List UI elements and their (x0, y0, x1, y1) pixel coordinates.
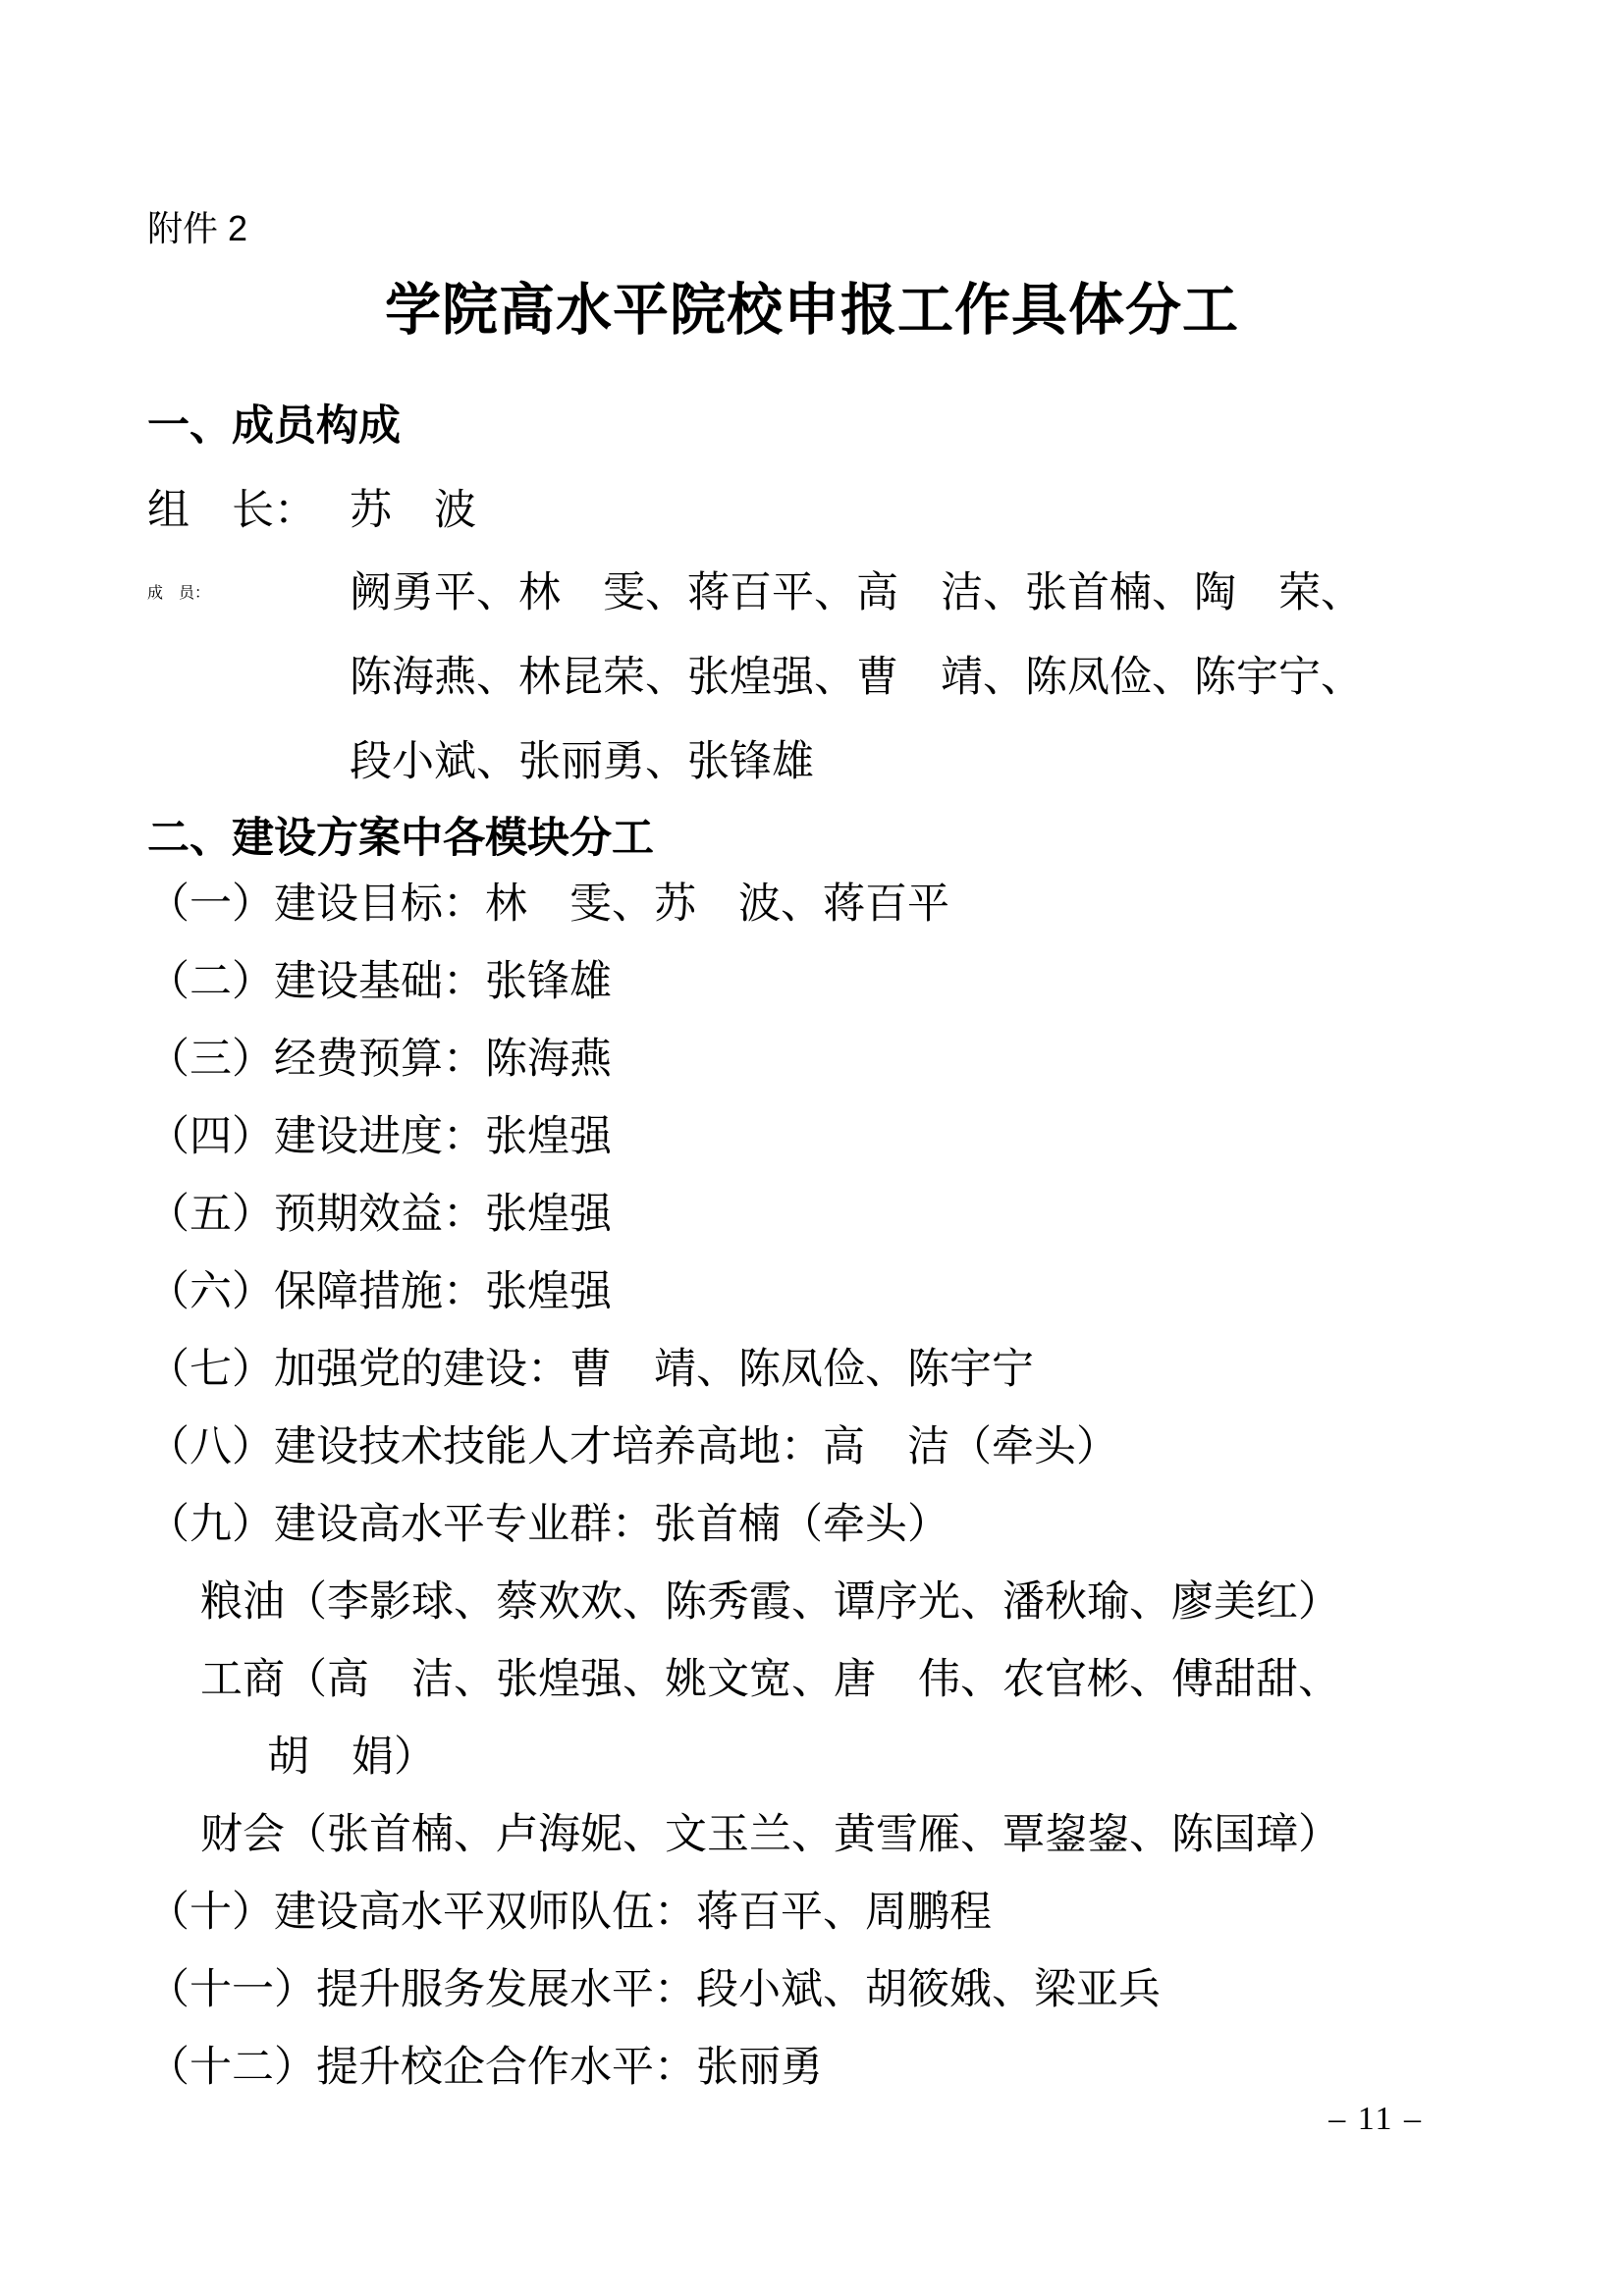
subgroup-line: 财会（张首楠、卢海妮、文玉兰、黄雪雁、覃鋆鋆、陈国璋） (200, 1812, 1340, 1858)
attachment-label: 附件 2 (147, 208, 248, 248)
section-1-heading: 一、成员构成 (147, 402, 401, 450)
list-item: （十一）提升服务发展水平：段小斌、胡筱娥、梁亚兵 (147, 1967, 1161, 2013)
subgroup-line: 胡 娟） (267, 1735, 436, 1781)
members-lines (350, 552, 1363, 805)
leader-label: 组 长： (147, 488, 316, 534)
list-item: （四）建设进度：张煌强 (147, 1114, 612, 1160)
members-line: 陈海燕、林昆荣、张煌强、曹 靖、陈凤俭、陈宇宁、 (350, 655, 1363, 701)
leader-name: 苏 波 (350, 488, 476, 534)
list-item: （六）保障措施：张煌强 (147, 1269, 612, 1315)
list-item: （九）建设高水平专业群：张首楠（牵头） (147, 1502, 949, 1548)
members-line: 段小斌、张丽勇、张锋雄 (350, 739, 814, 785)
list-item: （十）建设高水平双师队伍：蒋百平、周鹏程 (147, 1890, 992, 1936)
members-block (147, 552, 1477, 805)
subgroup-line: 工商（高 洁、张煌强、姚文宽、唐 伟、农官彬、傅甜甜、 (200, 1657, 1340, 1703)
page-title: 学院高水平院校申报工作具体分工 (385, 280, 1239, 342)
section-2-heading: 二、建设方案中各模块分工 (147, 815, 654, 862)
list-item: （一）建设目标：林 雯、苏 波、蒋百平 (147, 881, 949, 928)
members-line: 阙勇平、林 雯、蒋百平、高 洁、张首楠、陶 荣、 (350, 570, 1363, 616)
list-item: （十二）提升校企合作水平：张丽勇 (147, 2045, 823, 2091)
list-item: （八）建设技术技能人才培养高地：高 洁（牵头） (147, 1424, 1118, 1470)
subgroup-line: 粮油（李影球、蔡欢欢、陈秀霞、谭序光、潘秋瑜、廖美红） (200, 1579, 1340, 1626)
list-item: （二）建设基础：张锋雄 (147, 959, 612, 1005)
members-label: 成 员： (147, 585, 211, 602)
leader-line (147, 471, 1477, 552)
list-item: （五）预期效益：张煌强 (147, 1192, 612, 1238)
list-item: （三）经费预算：陈海燕 (147, 1037, 612, 1083)
page-number: – 11 – (1328, 2101, 1423, 2137)
list-item: （七）加强党的建设：曹 靖、陈凤俭、陈宇宁 (147, 1347, 1034, 1393)
